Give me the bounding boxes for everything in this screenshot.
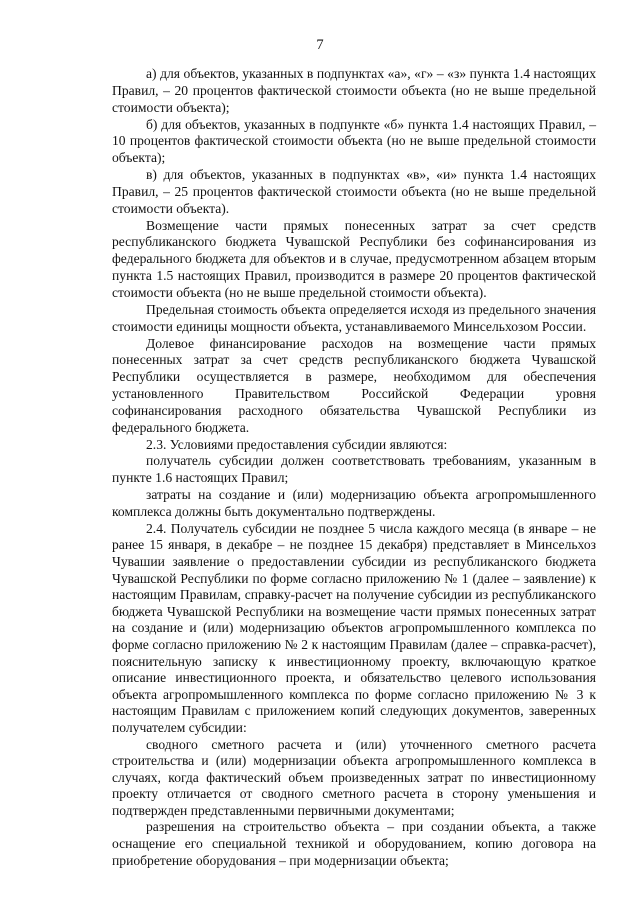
paragraph-section-2-4: 2.4. Получатель субсидии не позднее 5 числа каждого месяца (в январе – не ранее 15 января, в декабре – не позднее 15 декабря) представляет в Минсельхоз Чувашии заявление о предоставлении субсидии из республиканского бюджета Чувашской Республики по форме согласно приложению № 1 (далее – заявление) к настоящим Правилам, справку-расчет на получение субсидии из республиканского бюджета Чувашской Республики на возмещение части прямых понесенных затрат на создание и (или) модернизацию объектов агропромышленного комплекса по форме согласно приложению № 2 к настоящим Правилам (далее – справка-расчет), пояснительную записку к инвестиционному проекту, включающую краткое описание инвестиционного проекта, и обязательство целевого использования объекта агропромышленного комплекса по форме согласно приложению № 3 к настоящим Правилам с приложением копий следующих документов, заверенных получателем субсидии:	[112, 520, 596, 735]
paragraph-construction-permit: разрешения на строительство объекта – при создании объекта, а также оснащение его специальной техникой и оборудованием, копию договора на приобретение оборудования – при модернизации объекта;	[112, 819, 596, 868]
paragraph-subitem-v: в) для объектов, указанных в подпунктах «в», «и» пункта 1.4 настоящих Правил, – 25 процентов фактической стоимости объекта (но не выше предельной стоимости объекта).	[112, 167, 596, 216]
document-body	[112, 66, 596, 869]
paragraph-subitem-a: а) для объектов, указанных в подпунктах «а», «г» – «з» пункта 1.4 настоящих Правил, – 20 процентов фактической стоимости объекта (но не выше предельной стоимости объекта);	[112, 66, 596, 115]
paragraph-max-cost: Предельная стоимость объекта определяется исходя из предельного значения стоимости единицы мощности объекта, устанавливаемого Минсельхозом России.	[112, 301, 596, 334]
page-number: 7	[316, 37, 324, 53]
paragraph-condition-costs: затраты на создание и (или) модернизацию объекта агропромышленного комплекса должны быть документально подтверждены.	[112, 487, 596, 519]
paragraph-reimbursement-regional: Возмещение части прямых понесенных затрат за счет средств республиканского бюджета Чувашской Республики без софинансирования из федерального бюджета для объектов и в случае, предусмотренном абзацем вторым пункта 1.5 настоящих Правил, производится в размере 20 процентов фактической стоимости объекта (но не выше предельной стоимости объекта).	[112, 217, 596, 300]
paragraph-subitem-b: б) для объектов, указанных в подпункте «б» пункта 1.4 настоящих Правил, – 10 процентов фактической стоимости объекта (но не выше предельной стоимости объекта);	[112, 116, 596, 166]
paragraph-cofinancing: Долевое финансирование расходов на возмещение части прямых понесенных затрат за счет средств республиканского бюджета Чувашской Республики осуществляется в размере, необходимом для обеспечения установленного Правительством Российской Федерации уровня софинансирования расходного обязательства Чувашской Республики из федерального бюджета.	[112, 335, 596, 435]
paragraph-condition-requirements: получатель субсидии должен соответствовать требованиям, указанным в пункте 1.6 настоящих Правил;	[112, 453, 596, 486]
paragraph-section-2-3: 2.3. Условиями предоставления субсидии являются:	[146, 436, 448, 452]
paragraph-estimate-docs: сводного сметного расчета и (или) уточненного сметного расчета строительства и (или) модернизации объекта агропромышленного комплекса в случаях, когда фактический объем произведенных затрат по инвестиционному проекту отличается от сводного сметного расчета в сторону уменьшения и подтвержден представленными первичными документами;	[112, 736, 596, 818]
